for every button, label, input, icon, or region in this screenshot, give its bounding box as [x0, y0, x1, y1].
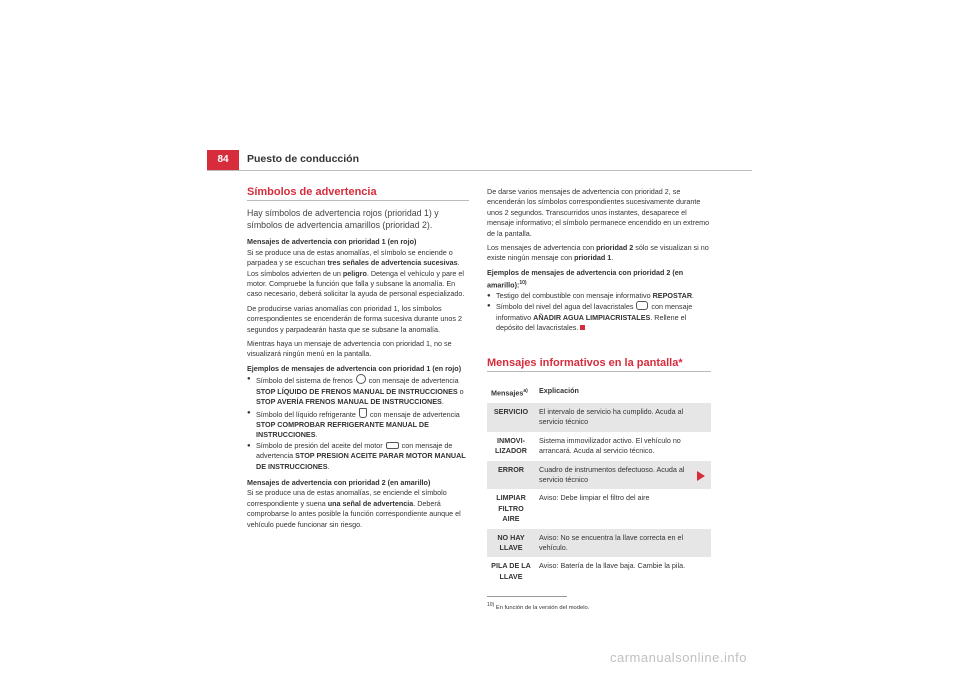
paragraph-priority2-visibility: Los mensajes de advertencia con prioridad 2 sólo se visualizan si no existe ningún mensaje con prioridad 1. — [487, 243, 709, 263]
table-row: LIMPIAR FILTRO AIRE Aviso: Debe limpiar el filtro del aire — [496, 493, 650, 524]
header-title: Puesto de conducción — [247, 153, 360, 165]
right-column — [487, 187, 711, 613]
page-number: 84 — [207, 150, 239, 170]
table-row: SERVICIO El intervalo de servicio ha cumplido. Acuda al servicio técnico — [487, 403, 711, 432]
coolant-icon — [359, 408, 367, 418]
paragraph-no-menu: Mientras haya un mensaje de advertencia con prioridad 1, no se visualizará ningún menú en la pantalla. — [247, 339, 452, 359]
paragraph-priority1: Si se produce una de estas anomalías, el símbolo se enciende o parpadea y se escuchan tres señales de advertencia sucesivas. Los símbolos advierten de un peligro. Detenga el vehículo y pare el motor. Compruebe la función que falla y subsane la anomalía. En caso necesario, deberá solicitar la ayuda de personal especializado. — [247, 247, 465, 299]
bullet-brake: ● Símbolo del sistema de frenos con mensaje de advertencia STOP LÍQUIDO DE FRENOS MANUAL DE INSTRUCCIONES o STOP AVERÍA FRENOS MANUAL DE INSTRUCCIONES. — [247, 374, 469, 407]
brake-warning-icon — [356, 374, 366, 384]
subhead-examples-priority2: Ejemplos de mensajes de advertencia con prioridad 2 (en amarillo):$^{10)}$ — [487, 267, 684, 290]
messages-table — [487, 382, 711, 586]
table-row: NO HAY LLAVE Aviso: No se encuentra la llave correcta en el vehículo. — [487, 529, 711, 558]
section-title-info-messages: Mensajes informativos en la pantalla* — [487, 358, 711, 372]
watermark: carmanualsonline.info — [610, 650, 747, 665]
bullet-washer: ● Símbolo del nivel del agua del lavacristales con mensaje informativo AÑADIR AGUA LIMPIACRISTALES. Rellene el depósito del lavacristales. — [487, 301, 711, 333]
left-column — [247, 187, 469, 534]
subhead-examples-priority1: Ejemplos de mensajes de advertencia con prioridad 1 (en rojo) — [247, 363, 462, 373]
table-header-row — [487, 382, 711, 403]
end-of-section-mark — [580, 325, 585, 330]
table-header-messages: Mensajes$^{a)}$ — [491, 388, 528, 398]
bullet-coolant: ● Símbolo del líquido refrigerante con mensaje de advertencia STOP COMPROBAR REFRIGERANTE MANUAL DE INSTRUCCIONES. — [247, 408, 469, 441]
footnote-rule — [487, 596, 567, 597]
table-row: PILA DE LA LLAVE Aviso: Batería de la llave baja. Cambie la pila. — [491, 561, 686, 581]
subhead-priority2: Mensajes de advertencia con prioridad 2 (en amarillo) — [247, 477, 431, 487]
footnote: $^{10)}$ En función de la versión del modelo. — [487, 602, 590, 612]
header-rule — [207, 170, 752, 171]
table-header-explanation: Explicación — [539, 386, 579, 396]
bullet-oil: ● Símbolo de presión del aceite del motor con mensaje de advertencia STOP PRESION ACEITE PARAR MOTOR MANUAL DE INSTRUCCIONES. — [247, 441, 469, 472]
paragraph-priority2: Si se produce una de estas anomalías, se enciende el símbolo correspondiente y suena una señal de advertencia. Deberá comprobarse lo antes posible la función correspondiente aunque el vehículo puede funcionar sin riesgo. — [247, 488, 461, 529]
subhead-priority1: Mensajes de advertencia con prioridad 1 (en rojo) — [247, 237, 417, 247]
oil-pressure-icon — [386, 442, 399, 449]
paragraph-multiple-anomalies: De producirse varias anomalías con prioridad 1, los símbolos correspondientes se encenderán de forma sucesiva durante unos 2 segundos y parpadearán hasta que se subsane la anomalía. — [247, 303, 462, 334]
paragraph-several-priority2: De darse varios mensajes de advertencia con prioridad 2, se encenderán los símbolos correspondientes sucesivamente durante unos 2 segundos. Transcurridos unos instantes, desaparece el mensaje informativo; el símbolo permanece encendido en un extremo de la pantalla. — [487, 187, 710, 238]
next-page-arrow-icon[interactable] — [697, 471, 705, 481]
section-title-warning-symbols: Símbolos de advertencia — [247, 187, 469, 201]
lead-paragraph: Hay símbolos de advertencia rojos (prioridad 1) y símbolos de advertencia amarillos (prioridad 2). — [247, 208, 439, 231]
bullet-fuel: ● Testigo del combustible con mensaje informativo REPOSTAR. — [487, 291, 711, 301]
table-row: ERROR Cuadro de instrumentos defectuoso. Acuda al servicio técnico — [487, 461, 711, 490]
table-row: INMOVI-LIZADOR Sistema immovilizador activo. El vehículo no arrancará. Acuda al servicio técnico. — [495, 435, 681, 456]
washer-fluid-icon — [636, 301, 648, 310]
